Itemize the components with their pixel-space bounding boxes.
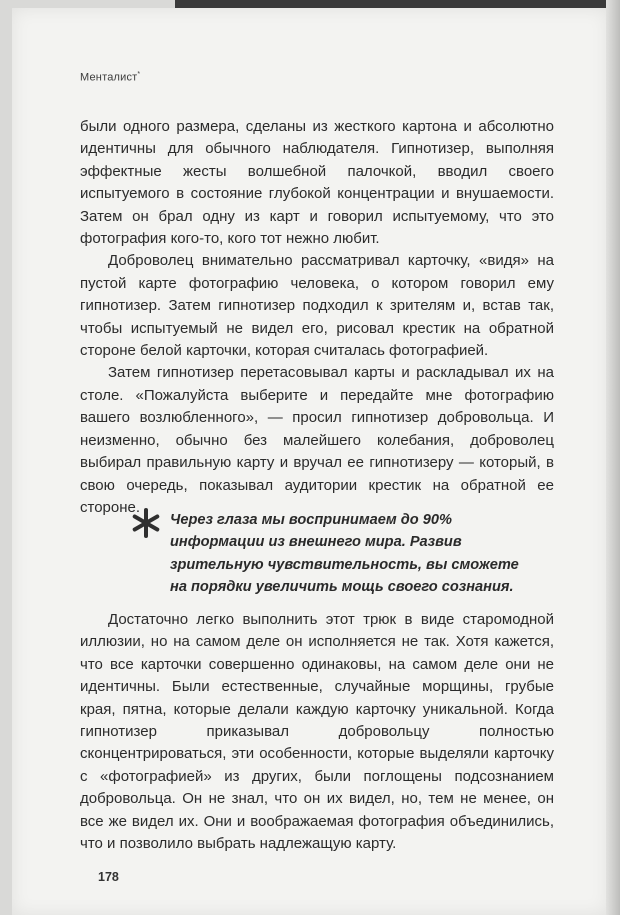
paragraph-2: Доброволец внимательно рассматривал карточку, «видя» на пустой карте фотографию человека, о котором говорил ему гипнотизер. Затем гипнотизер подходил к зрителям и, встав так, чтобы испытуемый не видел его, рисовал крестик на обратной стороне белой карточки, которая считалась фотографией.: [80, 252, 554, 360]
callout-line: Через глаза мы воспринимаем до 90%: [170, 512, 452, 528]
paragraph-3: Затем гипнотизер перетасовывал карты и раскладывал их на столе. «Пожалуйста выберите и передайте мне фотографию вашего возлюбленного», — просил гипнотизер добровольца. И неизменно, обычно без малейшего колебания, доброволец выбирал правильную карту и вручал ее гипнотизеру — который, в свою очередь, показывал аудитории крестик на обратной ее стороне.: [80, 364, 554, 516]
paragraph-4: Достаточно легко выполнить этот трюк в виде старомодной иллюзии, но на самом деле он исполняется не так. Хотя кажется, что все карточки совершенно одинаковы, на самом деле они не идентичны. Были естественные, случайные морщины, грубые края, пятна, которые делали каждую карточку уникальной. Когда гипнотизер приказывал добровольцу полностью сконцентрироваться, эти особенности, которые выделяли карточку с «фотографией» из других, были поглощены подсознанием добровольца. Он не знал, что он их видел, но, тем не менее, он все же видел их. Они и воображаемая фотография объединились, что и позволило выбрать надлежащую карту.: [80, 611, 554, 853]
main-text-top: [80, 116, 554, 519]
paragraph-1: были одного размера, сделаны из жесткого картона и абсолютно идентичны для обычного наблюдателя. Гипнотизер, выполняя эффектные жесты волшебной палочкой, вводил своего испытуемого в состояние глубокой концентрации и внушаемости. Затем он брал одну из карт и говорил испытуемому, что это фотография кого-то, кого тот нежно любит.: [80, 118, 554, 248]
asterisk-icon: [130, 507, 162, 539]
callout-line: на порядки увеличить мощь своего сознания.: [170, 579, 514, 596]
main-text-bottom: [80, 609, 554, 855]
callout-text: [170, 509, 519, 599]
running-head-mark: *: [137, 71, 141, 78]
running-head: [80, 71, 140, 84]
page-edge-shadow: [606, 0, 620, 915]
running-head-title: Менталист: [80, 71, 138, 84]
page-number: 178: [98, 870, 119, 884]
callout-line: зрительную чувствительность, вы сможете: [170, 556, 519, 573]
callout-line: информации из внешнего мира. Развив: [170, 534, 462, 551]
